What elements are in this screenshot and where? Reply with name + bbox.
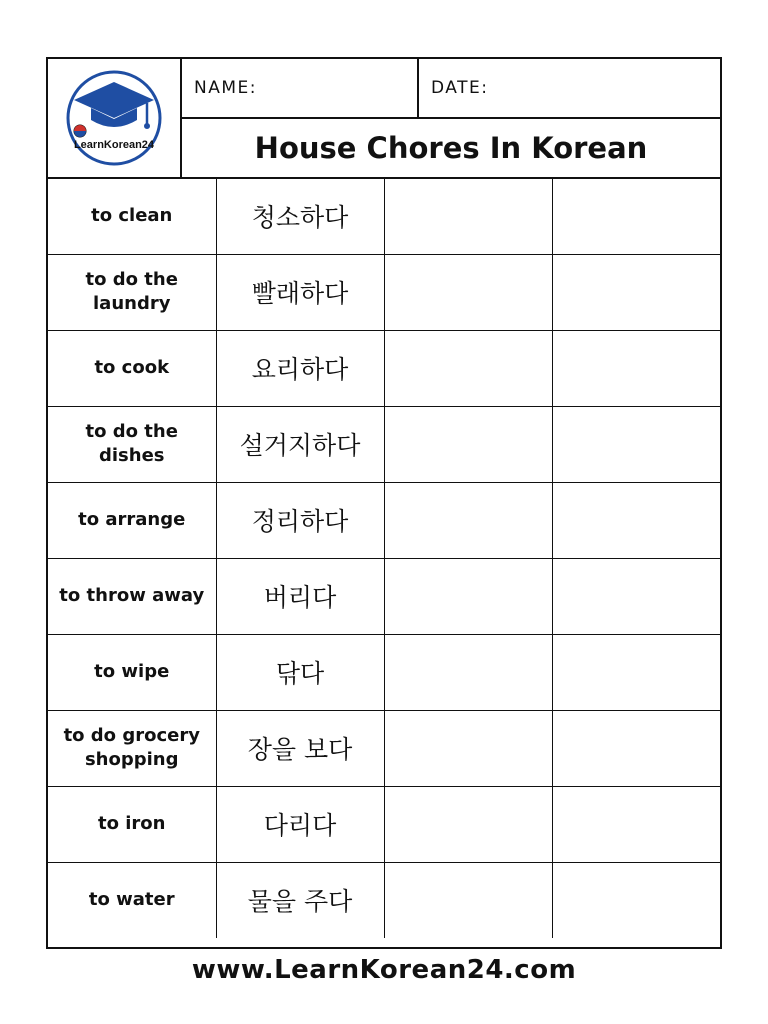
practice-box[interactable] <box>384 178 552 254</box>
table-row <box>48 558 720 634</box>
practice-box[interactable] <box>552 862 720 938</box>
practice-box[interactable] <box>552 178 720 254</box>
practice-box[interactable] <box>384 482 552 558</box>
practice-box[interactable] <box>552 330 720 406</box>
practice-box[interactable] <box>384 710 552 786</box>
table-row <box>48 786 720 862</box>
english-term: to iron <box>48 786 216 862</box>
practice-box[interactable] <box>552 710 720 786</box>
practice-box[interactable] <box>552 482 720 558</box>
practice-box[interactable] <box>384 558 552 634</box>
english-term: to water <box>48 862 216 938</box>
korean-term: 정리하다 <box>216 482 384 558</box>
korean-term: 빨래하다 <box>216 254 384 330</box>
english-term: to do grocery shopping <box>48 710 216 786</box>
vocabulary-table <box>48 177 720 938</box>
korean-term: 설거지하다 <box>216 406 384 482</box>
korean-term: 닦다 <box>216 634 384 710</box>
practice-box[interactable] <box>552 634 720 710</box>
english-term: to wipe <box>48 634 216 710</box>
practice-box[interactable] <box>384 786 552 862</box>
logo-cell <box>48 59 182 177</box>
english-term: to cook <box>48 330 216 406</box>
english-term: to arrange <box>48 482 216 558</box>
english-term: to do the dishes <box>48 406 216 482</box>
table-row <box>48 254 720 330</box>
graduation-cap-logo-icon <box>59 68 169 168</box>
practice-box[interactable] <box>384 862 552 938</box>
name-field[interactable] <box>182 59 419 119</box>
date-label: DATE: <box>431 78 489 98</box>
name-label: NAME: <box>194 78 257 98</box>
worksheet-header <box>48 59 720 177</box>
table-row <box>48 634 720 710</box>
practice-box[interactable] <box>384 634 552 710</box>
practice-box[interactable] <box>384 330 552 406</box>
practice-box[interactable] <box>384 406 552 482</box>
table-row <box>48 330 720 406</box>
table-row <box>48 862 720 938</box>
logo-text: LearnKorean24 <box>73 139 155 151</box>
korean-term: 요리하다 <box>216 330 384 406</box>
korean-term: 물을 주다 <box>216 862 384 938</box>
practice-box[interactable] <box>552 406 720 482</box>
practice-box[interactable] <box>552 558 720 634</box>
table-row <box>48 710 720 786</box>
website-url[interactable]: www.LearnKorean24.com <box>191 955 577 985</box>
practice-box[interactable] <box>552 786 720 862</box>
table-row <box>48 406 720 482</box>
table-row <box>48 482 720 558</box>
korean-term: 장을 보다 <box>216 710 384 786</box>
korean-term: 청소하다 <box>216 178 384 254</box>
date-field[interactable] <box>419 59 720 119</box>
english-term: to do the laundry <box>48 254 216 330</box>
practice-box[interactable] <box>384 254 552 330</box>
english-term: to throw away <box>48 558 216 634</box>
korean-term: 버리다 <box>216 558 384 634</box>
korean-term: 다리다 <box>216 786 384 862</box>
practice-box[interactable] <box>552 254 720 330</box>
english-term: to clean <box>48 178 216 254</box>
worksheet <box>46 57 722 949</box>
table-row <box>48 178 720 254</box>
worksheet-title: House Chores In Korean <box>254 131 648 165</box>
